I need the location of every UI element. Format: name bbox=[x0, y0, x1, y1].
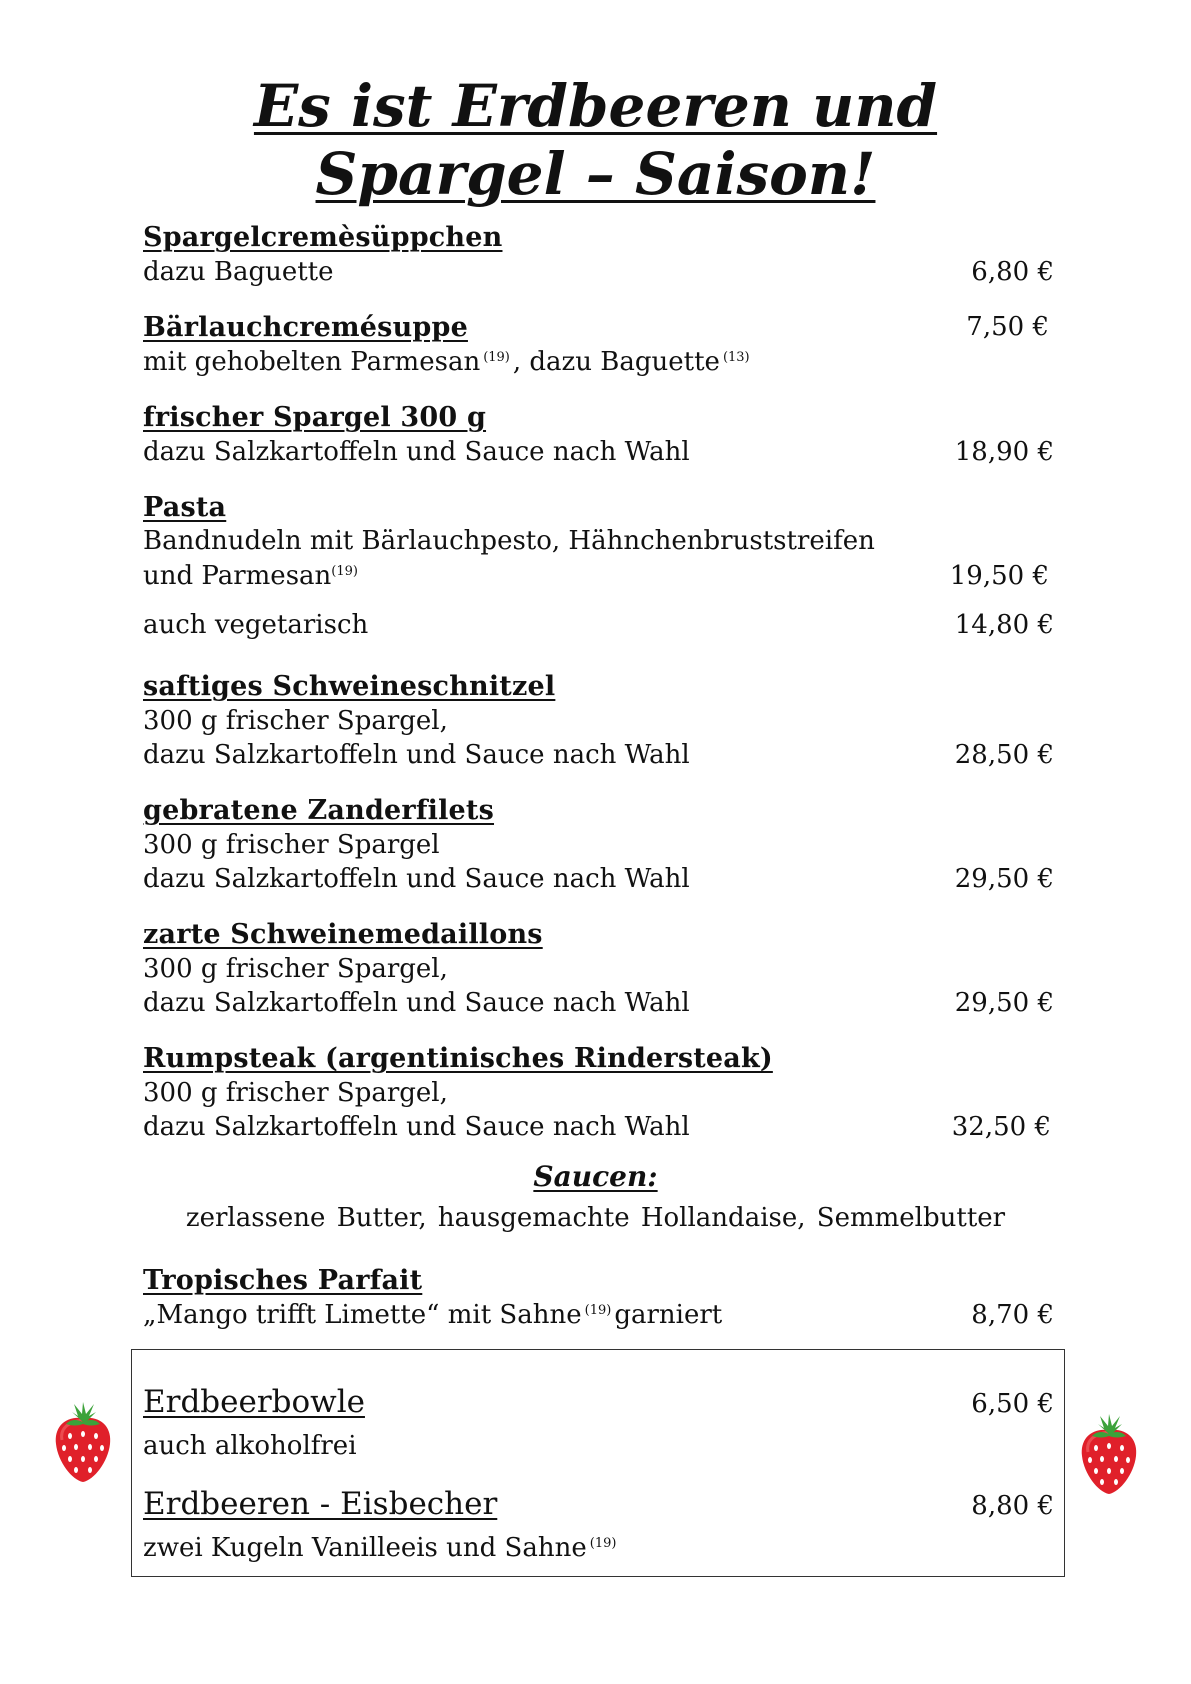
item-desc bbox=[143, 347, 753, 377]
item-title-spargelcremesueppchen: Spargelcremèsüppchen bbox=[143, 222, 503, 253]
item-title-zanderfilets: gebratene Zanderfilets bbox=[143, 795, 495, 826]
item-desc: dazu Salzkartoffeln und Sauce nach Wahl bbox=[143, 864, 690, 894]
page-title bbox=[0, 72, 1191, 208]
title-line-1: Es ist Erdbeeren und bbox=[253, 72, 938, 140]
item-desc: 300 g frischer Spargel, bbox=[143, 1078, 448, 1108]
item-title-tropisches-parfait: Tropisches Parfait bbox=[143, 1265, 423, 1296]
item-desc: dazu Salzkartoffeln und Sauce nach Wahl bbox=[143, 1112, 690, 1142]
item-desc: 300 g frischer Spargel bbox=[143, 830, 440, 860]
allergen-note: (19) bbox=[589, 1536, 617, 1551]
item-desc-part: „Mango trifft Limette“ mit Sahne bbox=[143, 1300, 582, 1330]
item-desc: 300 g frischer Spargel, bbox=[143, 706, 448, 736]
item-desc: dazu Salzkartoffeln und Sauce nach Wahl bbox=[143, 988, 690, 1018]
box-item-desc bbox=[143, 1533, 619, 1563]
box-item-price: 6,50 € bbox=[971, 1389, 1054, 1419]
item-desc: dazu Salzkartoffeln und Sauce nach Wahl bbox=[143, 437, 690, 467]
title-line-2: Spargel – Saison! bbox=[315, 140, 876, 208]
item-price: 18,90 € bbox=[954, 437, 1054, 467]
item-desc bbox=[143, 561, 361, 591]
strawberry-icon-right bbox=[1078, 1412, 1140, 1496]
saucen-list: zerlassene Butter, hausgemachte Hollandaise, Semmelbutter bbox=[185, 1203, 1006, 1233]
item-desc-part: garniert bbox=[614, 1300, 723, 1330]
item-price: 6,80 € bbox=[971, 257, 1054, 287]
item-title-schweineschnitzel: saftiges Schweineschnitzel bbox=[143, 671, 556, 702]
item-desc: Bandnudeln mit Bärlauchpesto, Hähnchenbruststreifen bbox=[143, 526, 875, 556]
box-item-price: 8,80 € bbox=[971, 1491, 1054, 1521]
item-desc bbox=[143, 1300, 722, 1330]
item-price: 7,50 € bbox=[966, 312, 1049, 342]
box-item-title-erdbeerbowle: Erdbeerbowle bbox=[143, 1384, 365, 1420]
item-veg-price: 14,80 € bbox=[954, 610, 1054, 640]
item-desc-part: und Parmesan bbox=[143, 561, 332, 591]
item-desc-part: mit gehobelten Parmesan bbox=[143, 347, 481, 377]
item-title-baerlauchcremesuppe: Bärlauchcremésuppe bbox=[143, 312, 468, 343]
item-veg-label: auch vegetarisch bbox=[143, 610, 369, 640]
item-title-schweinemedaillons: zarte Schweinemedaillons bbox=[143, 919, 543, 950]
item-price: 28,50 € bbox=[954, 740, 1054, 770]
item-desc: dazu Salzkartoffeln und Sauce nach Wahl bbox=[143, 740, 690, 770]
allergen-note: (19) bbox=[483, 350, 510, 365]
item-price: 8,70 € bbox=[971, 1300, 1054, 1330]
item-title-pasta: Pasta bbox=[143, 492, 227, 523]
box-item-title-eisbecher: Erdbeeren - Eisbecher bbox=[143, 1486, 498, 1522]
item-desc-part: zwei Kugeln Vanilleeis und Sahne bbox=[143, 1533, 587, 1563]
allergen-note: (13) bbox=[722, 350, 750, 365]
item-desc: 300 g frischer Spargel, bbox=[143, 954, 448, 984]
item-title-rumpsteak: Rumpsteak (argentinisches Rindersteak) bbox=[143, 1043, 773, 1074]
item-desc: dazu Baguette bbox=[143, 257, 334, 287]
item-desc-part: , dazu Baguette bbox=[512, 347, 720, 377]
allergen-note: (19) bbox=[331, 564, 358, 579]
saucen-heading: Saucen: bbox=[533, 1160, 658, 1193]
item-price: 19,50 € bbox=[949, 561, 1049, 591]
allergen-note: (19) bbox=[584, 1303, 612, 1318]
strawberry-icon-left bbox=[52, 1400, 114, 1484]
box-item-desc: auch alkoholfrei bbox=[143, 1431, 357, 1461]
item-price: 29,50 € bbox=[954, 988, 1054, 1018]
item-price: 32,50 € bbox=[951, 1112, 1051, 1142]
item-price: 29,50 € bbox=[954, 864, 1054, 894]
item-title-frischer-spargel: frischer Spargel 300 g bbox=[143, 402, 487, 433]
